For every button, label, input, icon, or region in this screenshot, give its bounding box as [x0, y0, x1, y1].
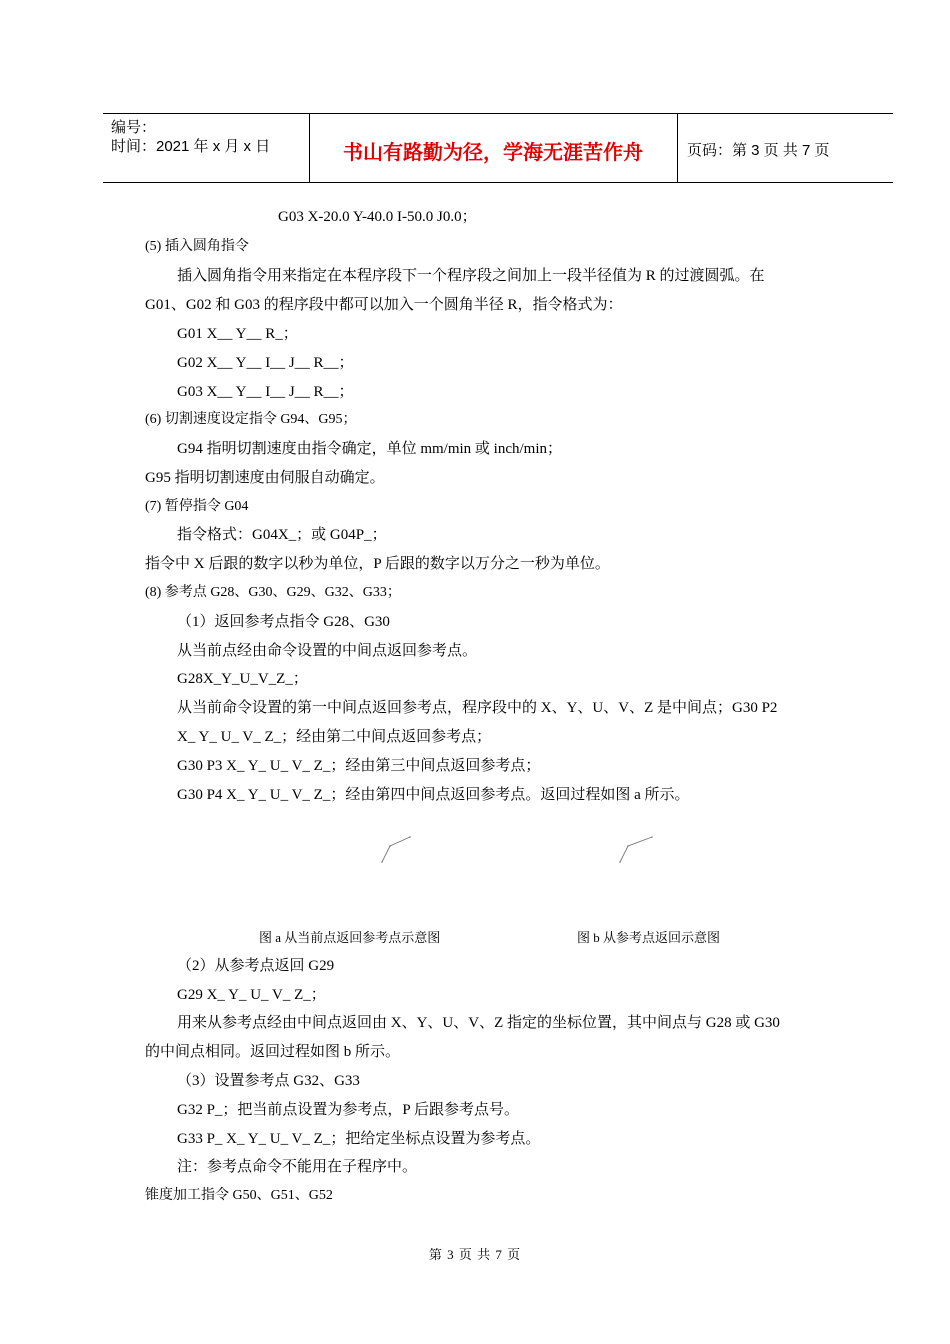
header-meta: [111, 118, 270, 156]
text-line: 指令中 X 后跟的数字以秒为单位，P 后跟的数字以万分之一秒为单位。: [145, 556, 610, 572]
page-header: [103, 113, 893, 183]
text-line: G01、G02 和 G03 的程序段中都可以加入一个圆角半径 R，指令格式为：: [145, 297, 623, 313]
code-line: G02 X__ Y__ I__ J__ R__；: [177, 355, 354, 371]
figure-a-caption: 图 a 从当前点返回参考点示意图: [259, 930, 441, 945]
text-line: 的中间点相同。返回过程如图 b 所示。: [145, 1044, 401, 1060]
code-line: G29 X_ Y_ U_ V_ Z_；: [177, 987, 326, 1003]
number-label: 编号：: [111, 119, 157, 136]
text-line: X_ Y_ U_ V_ Z_；经由第二中间点返回参考点；: [177, 729, 492, 745]
text-line: 用来从参考点经由中间点返回由 X、Y、U、V、Z 指定的坐标位置，其中间点与 G28 或 G30: [177, 1015, 780, 1031]
section-heading: 锥度加工指令 G50、G51、G52: [145, 1188, 333, 1203]
header-motto: 书山有路勤为径，学海无涯苦作舟: [343, 140, 643, 164]
time-label: 时间：2021 年 x 月 x 日: [111, 138, 271, 155]
code-line: G28X_Y_U_V_Z_；: [177, 671, 308, 687]
text-line: G94 指明切割速度由指令确定，单位 mm/min 或 inch/min；: [177, 441, 562, 457]
code-line: G01 X__ Y__ R_；: [177, 326, 298, 342]
figure-b-diagram: [614, 832, 658, 872]
subsection-heading: （3）设置参考点 G32、G33: [177, 1073, 360, 1089]
page-footer: 第 3 页 共 7 页: [428, 1247, 522, 1262]
note-line: 注：参考点命令不能用在子程序中。: [177, 1159, 418, 1175]
text-line: G30 P3 X_ Y_ U_ V_ Z_；经由第三中间点返回参考点；: [177, 758, 541, 774]
text-line: G95 指明切割速度由伺服自动确定。: [145, 470, 385, 486]
text-line: 指令格式：G04X_；或 G04P_；: [177, 527, 387, 543]
text-line: G32 P_；把当前点设置为参考点，P 后跟参考点号。: [177, 1102, 519, 1118]
section-heading: (7) 暂停指令 G04: [145, 499, 249, 514]
text-line: 插入圆角指令用来指定在本程序段下一个程序段之间加上一段半径值为 R 的过渡圆弧。在: [177, 268, 765, 284]
code-line: G03 X__ Y__ I__ J__ R__；: [177, 384, 354, 400]
text-line: 从当前命令设置的第一中间点返回参考点，程序段中的 X、Y、U、V、Z 是中间点；G30 P2: [177, 700, 778, 716]
header-page-info: 页码：第 3 页 共 7 页: [687, 142, 830, 159]
text-line: G30 P4 X_ Y_ U_ V_ Z_；经由第四中间点返回参考点。返回过程如图 a 所示。: [177, 787, 690, 803]
subsection-heading: （1）返回参考点指令 G28、G30: [177, 614, 390, 630]
section-heading: (8) 参考点 G28、G30、G29、G32、G33；: [145, 585, 401, 600]
text-line: G33 P_ X_ Y_ U_ V_ Z_；把给定坐标点设置为参考点。: [177, 1131, 541, 1147]
figure-b-caption: 图 b 从参考点返回示意图: [577, 930, 721, 945]
figure-a-diagram: [376, 832, 416, 872]
subsection-heading: （2）从参考点返回 G29: [177, 958, 335, 974]
text-line: 从当前点经由命令设置的中间点返回参考点。: [177, 643, 478, 659]
header-divider-right: [677, 114, 678, 182]
section-heading: (5) 插入圆角指令: [145, 239, 249, 254]
section-heading: (6) 切割速度设定指令 G94、G95；: [145, 412, 357, 427]
text-line: G03 X-20.0 Y-40.0 I-50.0 J0.0；: [278, 209, 477, 225]
